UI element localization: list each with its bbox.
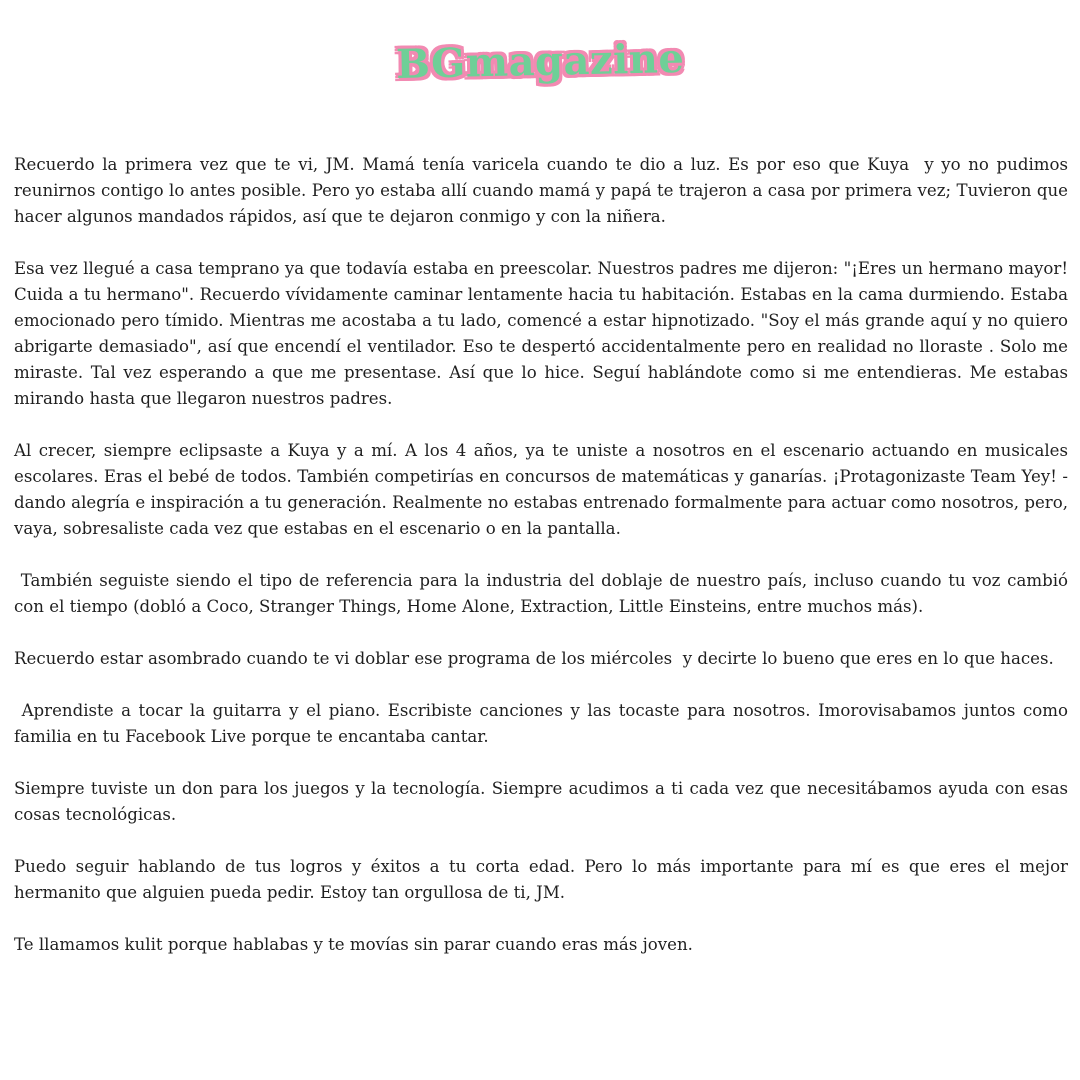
article-paragraph-2: Esa vez llegué a casa temprano ya que todavía estaba en preescolar. Nuestros padres me dijeron: "¡Eres un hermano mayor! Cuida a tu hermano". Recuerdo vívidamente caminar lentamente hacia tu habitación. Estabas en la cama durmiendo. Estaba emocionado pero tímido. Mientras me acostaba a tu lado, comencé a estar hipnotizado. "Soy el más grande aquí y no quiero abrigarte demasiado", así que encendí el ventilador. Eso te despertó accidentalmente pero en realidad no lloraste . Solo me miraste. Tal vez esperando a que me presentase. Así que lo hice. Seguí hablándote como si me entendieras. Me estabas mirando hasta que llegaron nuestros padres. xyxy=(14,259,1074,408)
article-paragraph-1: Recuerdo la primera vez que te vi, JM. Mamá tenía varicela cuando te dio a luz. Es por eso que Kuya y yo no pudimos reunirnos contigo lo antes posible. Pero yo estaba allí cuando mamá y papá te trajeron a casa por primera vez; Tuvieron que hacer algunos mandados rápidos, así que te dejaron conmigo y con la niñera. xyxy=(14,155,1074,226)
article-paragraph-4: También seguiste siendo el tipo de referencia para la industria del doblaje de nuestro país, incluso cuando tu voz cambió con el tiempo (dobló a Coco, Stranger Things, Home Alone, Extraction, Little Einsteins, entre muchos más). xyxy=(14,571,1074,616)
article-paragraph-9: Te llamamos kulit porque hablabas y te movías sin parar cuando eras más joven. xyxy=(14,935,693,954)
magazine-logo-title: BGmagazine xyxy=(395,34,685,89)
article-body xyxy=(14,152,1074,958)
article-paragraph-8: Puedo seguir hablando de tus logros y éxitos a tu corta edad. Pero lo más importante para mí es que eres el mejor hermanito que alguien pueda pedir. Estoy tan orgullosa de ti, JM. xyxy=(14,857,1074,902)
article-paragraph-3: Al crecer, siempre eclipsaste a Kuya y a mí. A los 4 años, ya te uniste a nosotros en el escenario actuando en musicales escolares. Eras el bebé de todos. También competirías en concursos de matemáticas y ganarías. ¡Protagonizaste Team Yey! - dando alegría e inspiración a tu generación. Realmente no estabas entrenado formalmente para actuar como nosotros, pero, vaya, sobresaliste cada vez que estabas en el escenario o en la pantalla. xyxy=(14,441,1074,538)
article-paragraph-5: Recuerdo estar asombrado cuando te vi doblar ese programa de los miércoles y decirte lo bueno que eres en lo que haces. xyxy=(14,649,1054,668)
article-paragraph-6: Aprendiste a tocar la guitarra y el piano. Escribiste canciones y las tocaste para nosotros. Imorovisabamos juntos como familia en tu Facebook Live porque te encantaba cantar. xyxy=(14,701,1074,746)
masthead xyxy=(0,34,1080,89)
article-paragraph-7: Siempre tuviste un don para los juegos y la tecnología. Siempre acudimos a ti cada vez que necesitábamos ayuda con esas cosas tecnológicas. xyxy=(14,779,1074,824)
